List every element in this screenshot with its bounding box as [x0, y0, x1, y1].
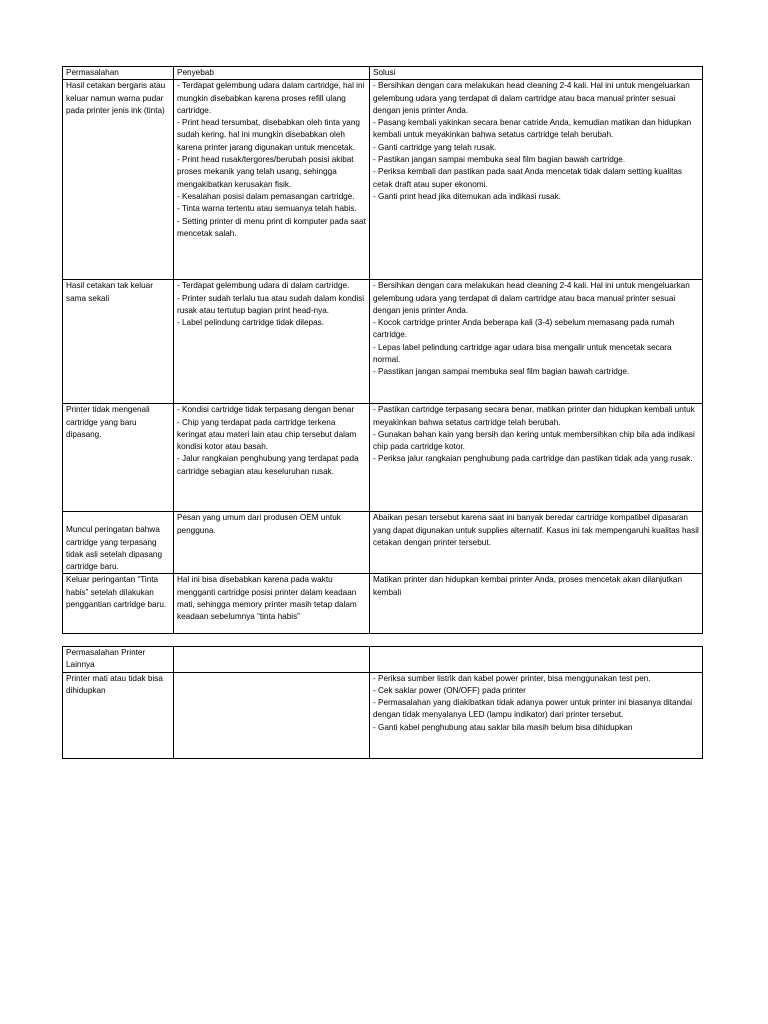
cause-item: - Chip yang terdapat pada cartridge terkena keringat atau materi lain atau chip tersebut dalam kondisi kotor atau basah. — [177, 417, 357, 452]
problem-cell: Muncul peringatan bahwa cartridge yang terpasang tidak asli setelah dipasang cartridge baru. — [63, 512, 174, 574]
empty-cell — [370, 647, 703, 673]
cause-item: - Terdapat gelembung udara di dalam cartridge. — [177, 281, 350, 291]
solution-item: - Bersihkan dengan cara melakukan head cleaning 2-4 kali. Hal ini untuk mengeluarkan gelembung udara yang terdapat di dalam cartridge atau baca manual printer sesuai dengan jenis printer Anda. — [373, 281, 690, 315]
solution-item: - Passtikan jangan sampai membuka seal film bagian bawah cartridge. — [373, 367, 630, 377]
cause-cell — [174, 280, 370, 404]
solution-item: - Lepas label pelindung cartridge agar udara bisa mengalir untuk mencetak secara normal. — [373, 342, 672, 365]
table-row — [63, 512, 703, 574]
solution-item: - Pasang kembali yakinkan secara benar catride Anda, kemudian matikan dan hidupkan kembali untuk meyakinkan bahwa setatus cartridge telah berubah. — [373, 118, 692, 140]
solution-item: - Ganti cartridge yang telah rusak. — [373, 142, 497, 152]
cause-cell — [174, 404, 370, 512]
cause-cell — [174, 80, 370, 280]
troubleshooting-table — [62, 66, 703, 634]
table-header-row — [63, 67, 703, 80]
cause-item: - Printer sudah terlalu tua atau sudah dalam kondisi rusak atau tertutup bagian print head-nya. — [177, 293, 365, 315]
cause-item: - Label pelindung cartridge tidak dilepas. — [177, 318, 325, 328]
solution-item: - Periksa jalur rangkaian penghubung pada cartridge dan pastikan tidak ada yang rusak. — [373, 454, 693, 464]
header-solusi: Solusi — [370, 67, 703, 80]
cause-item: - Print head tersumbat, disebabkan oleh tinta yang sudah kering. hal ini mungkin disebabkan oleh karena printer jarang digunakan untuk mencetak. — [177, 118, 360, 152]
solution-item: - Kocok cartridge printer Anda beberapa kali (3-4) sebelum memasang pada rumah cartridge. — [373, 318, 675, 340]
solution-item: - Ganti kabel penghubung atau saklar bila masih belum bisa dihidupkan — [373, 722, 633, 732]
header-permasalahan: Permasalahan — [63, 67, 174, 80]
solution-item: - Gunakan bahan kain yang bersih dan kering untuk membersihkan chip bila ada indikasi chip pada cartridge kotor. — [373, 429, 695, 452]
other-problems-table — [62, 646, 703, 759]
cause-cell — [174, 574, 370, 634]
solution-cell — [370, 574, 703, 634]
problem-cell: Printer mati atau tidak bisa dihidupkan — [63, 672, 174, 758]
solution-item: - Cek saklar power (ON/OFF) pada printer — [373, 685, 526, 695]
solution-item: - Pastikan cartridge terpasang secara benar, matikan printer dan hidupkan kembali untuk meyakinkan bahwa setatus cartridge telah berubah. — [373, 405, 695, 427]
solution-cell — [370, 672, 703, 758]
solution-cell — [370, 280, 703, 404]
cause-cell — [174, 672, 370, 758]
empty-cell — [174, 647, 370, 673]
cause-cell — [174, 512, 370, 574]
problem-cell: Hasil cetakan tak keluar sama sekali — [63, 280, 174, 404]
cause-item: Hal ini bisa disebabkan karena pada waktu mengganti cartridge posisi printer dalam keadaan mati, sehingga memory printer masih tetap dalam keadaan sebelumnya “tinta habis” — [177, 575, 357, 622]
table-row — [63, 280, 703, 404]
cause-item: - Print head rusak/tergores/berubah posisi akibat proses mekanik yang telah usang, sehingga mengakibatkan kerusakan fisik. — [177, 155, 354, 189]
table-row — [63, 574, 703, 634]
solution-item: - Periksa kembali dan pastikan pada saat Anda mencetak tidak dalam setting kualitas cetak draft atau super ekonomi. — [373, 167, 683, 189]
table-header-row — [63, 647, 703, 673]
cause-item: - Kondisi cartridge tidak terpasang dengan benar — [177, 405, 355, 415]
solution-item: - Bersihkan dengan cara melakukan head cleaning 2-4 kali. Hal ini untuk mengeluarkan gelembung udara yang terdapat di dalam cartridge atau baca manual printer sesuai dengan jenis printer Anda. — [373, 81, 690, 115]
cause-item: - Kesalahan posisi dalam pemasangan cartridge. — [177, 191, 355, 201]
header-other-problems: Permasalahan Printer Lainnya — [63, 647, 174, 673]
solution-item: - Periksa sumber listrik dan kabel power printer, bisa menggunakan test pen. — [373, 673, 651, 683]
solution-cell — [370, 80, 703, 280]
cause-item: - Jalur rangkaian penghubung yang terdapat pada cartridge sebagian atau keseluruhan rusak. — [177, 454, 359, 476]
table-row — [63, 672, 703, 758]
header-penyebab: Penyebab — [174, 67, 370, 80]
cause-item: - Terdapat gelembung udara dalam cartridge, hal ini mungkin disebabkan karena proses refill ulang cartridge. — [177, 81, 365, 115]
table-row — [63, 404, 703, 512]
solution-item: - Ganti print head jika ditemukan ada indikasi rusak. — [373, 191, 561, 201]
problem-cell: Printer tidak mengenali cartridge yang baru dipasang. — [63, 404, 174, 512]
solution-item: - Permasalahan yang diakibatkan tidak adanya power untuk printer ini biasanya ditandai dengan tidak menyalanya LED (lampu indikator) dari printer tersebut. — [373, 698, 693, 720]
problem-cell: Hasil cetakan bergaris atau keluar namun warna pudar pada printer jenis ink (tinta) — [63, 80, 174, 280]
table-row — [63, 80, 703, 280]
cause-item: Pesan yang umum dari produsen OEM untuk pengguna. — [177, 513, 341, 535]
solution-cell — [370, 404, 703, 512]
problem-cell: Keluar peringantan “Tinta habis” setelah dilakukan penggantian cartridge baru. — [63, 574, 174, 634]
cause-item: - Setting printer di menu print di komputer pada saat mencetak salah. — [177, 216, 366, 238]
solution-cell — [370, 512, 703, 574]
solution-item: Matikan printer dan hidupkan kembai printer Anda, proses mencetak akan dilanjutkan kembali — [373, 575, 683, 597]
solution-item: - Pastikan jangan sampai membuka seal film bagian bawah cartridge. — [373, 155, 626, 165]
solution-item: Abaikan pesan tersebut karena saat ini banyak beredar cartridge kompatibel dipasaran yang dapat digunakan untuk supplies alternatif. Kasus ini tak mempengaruhi kualitas hasil cetakan dengan printer tersebut. — [373, 513, 699, 547]
cause-item: - Tinta warna tertentu atau semuanya telah habis. — [177, 204, 357, 214]
